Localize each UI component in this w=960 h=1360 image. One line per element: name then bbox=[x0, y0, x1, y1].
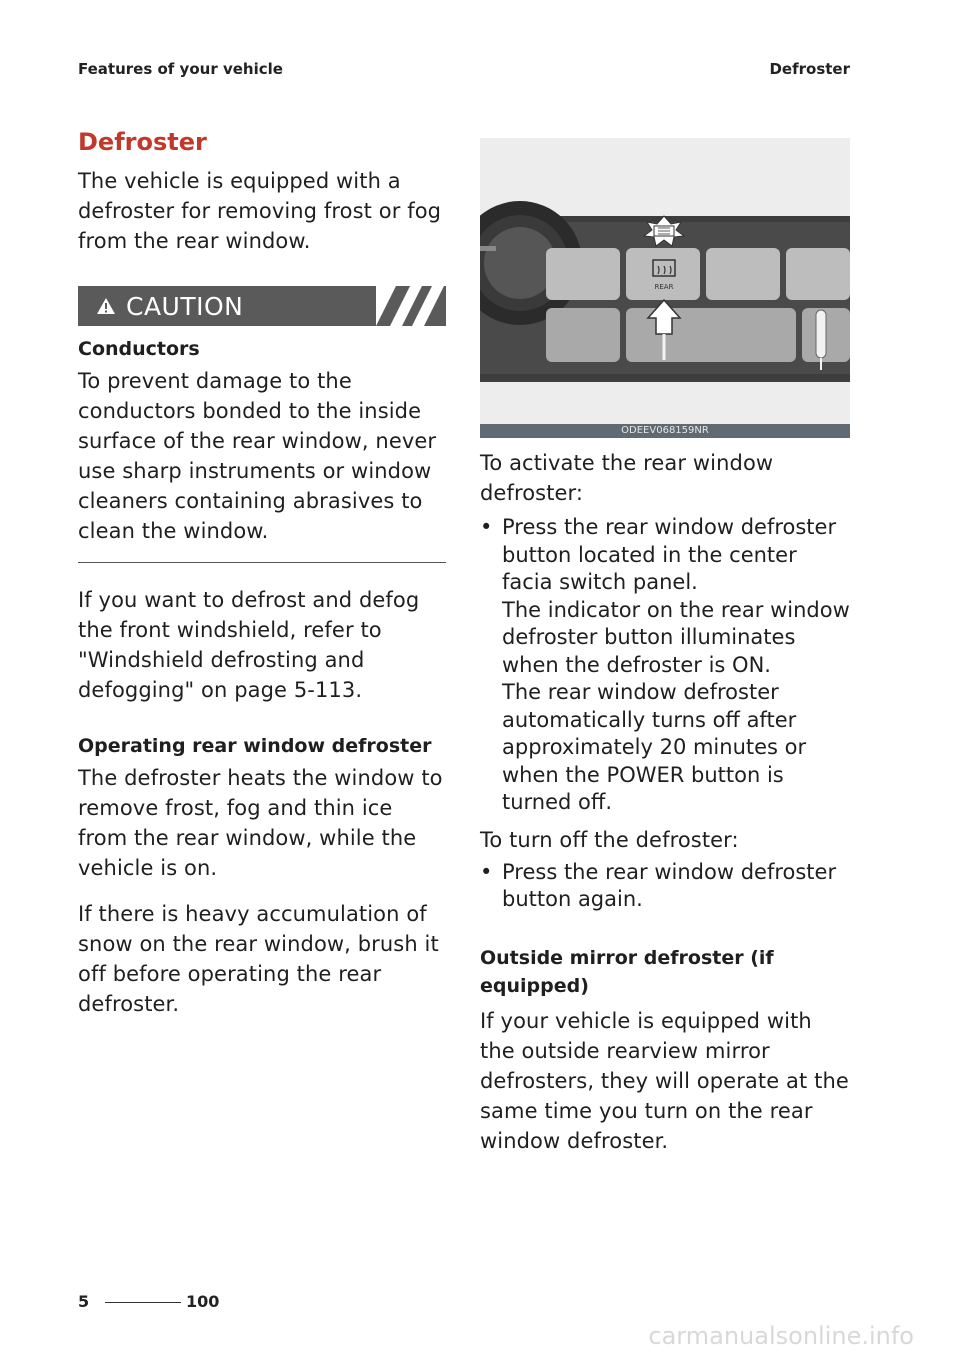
caution-banner bbox=[78, 286, 446, 326]
turnoff-list bbox=[480, 859, 850, 914]
watermark: carmanualsonline.info bbox=[648, 1322, 914, 1350]
activate-line-2: The indicator on the rear window defroster button illuminates when the defroster is ON. bbox=[502, 597, 850, 677]
turnoff-text: Press the rear window defroster button again. bbox=[502, 859, 837, 911]
mirror-title: Outside mirror defroster (if equipped) bbox=[480, 946, 774, 997]
footer-page-number: 100 bbox=[186, 1292, 220, 1311]
caution-stripes bbox=[376, 286, 446, 326]
header-topic-label: Defroster bbox=[769, 60, 850, 78]
bullet-dot-icon: • bbox=[480, 859, 493, 884]
caution-text: To prevent damage to the conductors bonded to the inside surface of the rear window, never use sharp instruments or window cleaners containing abrasives to clean the window. bbox=[78, 369, 437, 543]
activate-bullet bbox=[480, 514, 850, 817]
activate-line-3: The rear window defroster automatically turns off after approximately 20 minutes or when the POWER button is turned off. bbox=[502, 680, 807, 814]
right-column bbox=[480, 138, 850, 1156]
section-title: Defroster bbox=[78, 128, 207, 156]
operating-paragraph-1: The defroster heats the window to remove frost, fog and thin ice from the rear window, while the vehicle is on. bbox=[78, 766, 443, 880]
mirror-paragraph: If your vehicle is equipped with the outside rearview mirror defrosters, they will operate at the same time you turn on the rear window defroster. bbox=[480, 1008, 849, 1153]
switch-panel-illustration bbox=[480, 138, 850, 438]
caution-subtitle: Conductors bbox=[78, 338, 200, 360]
turnoff-bullet bbox=[480, 859, 850, 914]
rear-button-label: REAR bbox=[654, 283, 674, 291]
left-column bbox=[78, 128, 446, 1019]
activate-line-1: Press the rear window defroster button located in the center facia switch panel. bbox=[502, 515, 837, 594]
warning-icon bbox=[96, 296, 116, 316]
figure-caption: ODEEV068159NR bbox=[480, 424, 850, 438]
caution-label: CAUTION bbox=[126, 291, 244, 321]
defroster-button-figure bbox=[480, 138, 850, 438]
header-section-label: Features of your vehicle bbox=[78, 60, 283, 78]
bullet-dot-icon: • bbox=[480, 515, 493, 539]
refer-paragraph: If you want to defrost and defog the front windshield, refer to "Windshield defrosting and defogging" on page 5-113. bbox=[78, 588, 420, 702]
turnoff-intro: To turn off the defroster: bbox=[480, 827, 739, 852]
divider bbox=[78, 562, 446, 563]
activate-list bbox=[480, 514, 850, 817]
footer-rule bbox=[105, 1302, 181, 1303]
operating-paragraph-2: If there is heavy accumulation of snow on the rear window, brush it off before operating the rear defroster. bbox=[78, 902, 439, 1016]
footer-chapter: 5 bbox=[78, 1292, 90, 1311]
activate-intro: To activate the rear window defroster: bbox=[480, 451, 774, 505]
intro-paragraph: The vehicle is equipped with a defroster for removing frost or fog from the rear window. bbox=[78, 169, 442, 253]
operating-title: Operating rear window defroster bbox=[78, 735, 432, 757]
